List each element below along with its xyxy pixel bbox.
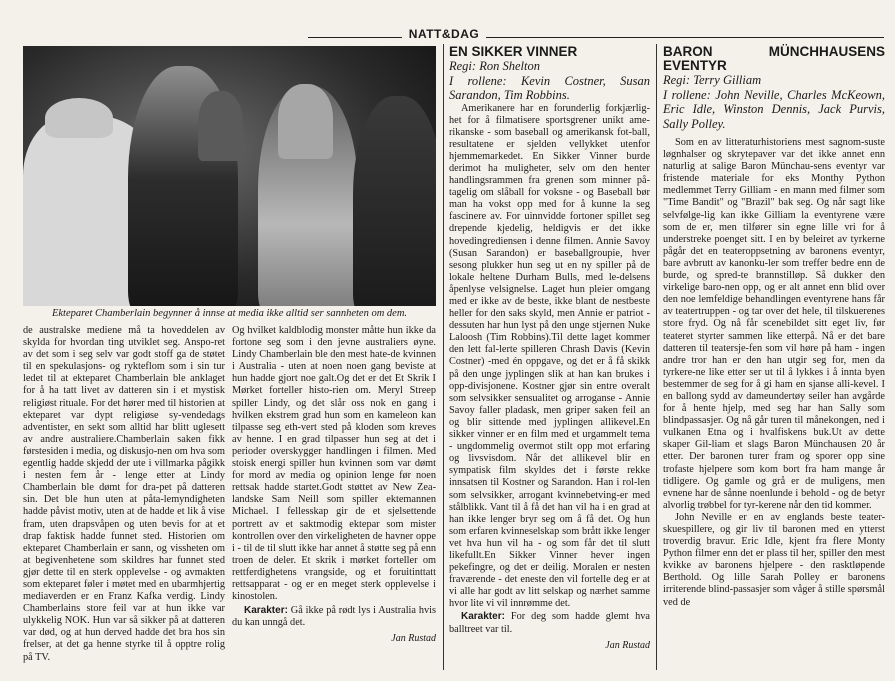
review1-karakter xyxy=(232,605,436,629)
review2-column xyxy=(449,45,650,652)
review2-cast: I rollene: Kevin Costner, Susan Sarandon, Tim Robbins. xyxy=(449,73,650,102)
review3-column xyxy=(663,45,885,609)
section-rule-left xyxy=(308,37,402,38)
review1-column1 xyxy=(23,325,225,664)
review3-cast: I rollene: John Neville, Charles McKeown, Eric Idle, Winston Dennis, Jack Purvis, Sally Polley. xyxy=(663,87,885,131)
review3-body-paragraph1: Som en av litteraturhistoriens mest sagnom-suste løgnhalser og skrytepaver var det ikke annet enn naturlig at salige Baron Münchau-sens eventyr var fristende materiale for eks Monthy Python medlemmet Terry Gilliam - en mann med filmer som "Time Bandit" og "Brazil" bak seg. Og når sagt like selvfølge-lig kan ikke Gilliam la eventyrene være som de er, men tilfører sin egne lille vri for å understreke poenget sitt. I en by beleiret av tyrkerne pågår det en teateroppsetning av baronens eventyr, bare avbrutt av kanonku-ler som treffer bedre enn de burde, og spred-te brannstilløp. Så dukker den virkelige baro-nen opp, og er alt annet enn blid over den noe lemfeldige behandlingen eventyrene hans får av teatertruppen - og tar over det hele, til tilskuerenes store fryd. Og nå får scenebildet sitt eget liv, før teateret styrter sammen like etterpå. Nå er det bare datteren til teatersje-fen som vil høre på ham - ingen andre tror han er den han utgir seg for, men da tyrkere-ne like etter ser ut til å lykkes i å innta byen bestemmer de seg for å gi ham en sjanse alli-kevel. I en ballong sydd av dameundertøy seiler han avgårde for å hente hjelp, med seg har han Sally som blindpassasjer. Og nå går turen til månekongen, ned i vulkanen Etna og i hvalfiskens buk.Ut av dette skaper Gil-liam et slags Baron Münchausen 20 år etter. Der baronen turer fram og sporer opp sine trofaste hjelpere som kom bort fra ham mange år tidligere. Og gamle og grå er de muligens, men evnene har de sånne noenlunde i behold - og de betyr alvorlig trøbbel for tyr-kerene når den tid kommer. xyxy=(663,137,885,511)
review1-karakter-text: Gå ikke på rødt lys i Australia hvis du kan unngå det. xyxy=(232,605,436,629)
review2-karakter-text: For deg som hadde glemt hva balltreet var til. xyxy=(449,611,650,635)
column-rule-2 xyxy=(656,44,657,670)
review2-karakter xyxy=(449,611,650,635)
review2-signature: Jan Rustad xyxy=(605,639,650,651)
review2-title: EN SIKKER VINNER xyxy=(449,44,578,59)
photo-caption: Ekteparet Chamberlain begynner å innse at media ikke alltid ser sannheten om dem. xyxy=(51,308,408,319)
film-still-photo xyxy=(23,46,436,306)
review3-body-paragraph2: John Neville er en av englands beste teater-skuespillere, og gir liv til baronen med en ytterst troverdig bravur. Eric Idle, kjent fra flere Monty Python filmer enn det er plass til her, spiller den mest kvikke av baronens hjelpere - den rasktløpende Berthold. Og lille Sarah Polley er baronens irriterende blind-passasjer som våger å stille spørsmål ved de xyxy=(663,511,885,608)
review1-text-col2: Og hvilket kaldblodig monster måtte hun ikke da fortone seg som i den jevne australiers øyne. Lindy Chamberlain ble den mest hate-de kvinnen i Australia - uten at noen noen gang beviste at hun hadde gjort noe galt.Og det er det Et Skrik I Mørket forteller histo-rien om. Meryl Streep spiller Lindy, og det slår oss nok en gang i hvilken ekstrem grad hun som en kameleon kan tilpasse seg eth-vert sted på kloden som kreves av henne. I en grad tilpasser hun seg at det i perioder overskygger handlingen i filmen. Med stoisk energi spiller hun kvinnen som var dømt for mord av media og opinion lenge før noen rettsak hadde startet.Godt støttet av New Zea-landske Sam Neill som spiller ektemannen Michael. I fellesskap gir de et sjelsettende portrett av et saktmodig ektepar som mister kontrollen over den virkeligheten de havner oppe i - til de til slutt ikke har annet å støtte seg på enn troen de deler. Et skrik i mørket forteller om rettferdighetens vrangside, og et foruitinttatt rettsapparat - og er en meget sterk opplevelse i kinostolen. xyxy=(232,325,436,603)
review3-director: Regi: Terry Gilliam xyxy=(663,73,762,87)
review1-signature: Jan Rustad xyxy=(391,633,436,645)
review2-karakter-label: Karakter: xyxy=(461,611,505,623)
review1-text-col1: de australske mediene må ta hoveddelen av skylda for hvordan ting utviklet seg. Anspo-ret av det som i seg selv var godt stoff ga de støtet til en spekulasjons- og rykteflom som i sin tur ledet til at ekteparet Chamberlain ble anklaget for å ha tatt livet av datteren sin i et mystisk religiøst rituale. For det hører med til historien at ekteparet var dypt religiøse sy-vendedags adventister, en sekt som alltid har blitt uglesett av andre australiere.Chamberlain saken fikk førstesiden i media, og diskusjo-nen om hva som egentlig hadde skjedd der ute i villmarka pågikk i nesten fem år - lenge etter at Lindy Chamberlain ble dømt for dra-pet på datteren sin. Det ble hun uten at påta-lemyndigheten hadde påvist motiv, uten at de hadde et lik å vise fram, uten drapsvåpen og uten bevis for at et drap faktisk hadde funnet sted. Historien om ekteparet Chamberlain er sann, og vissheten om at begivenhetene som skildres har funnet sted gjør dette til en sterk opplevelse - og avmakten som ekteparet føler i møtet med en ubarmhjertig mediaverden er en Franz Kafka verdig. Lindy Chamberlains store feil var at hun ikke var ulykkelig NOK. Hun var så sikker på at datteren var død, og at hun derved hadde det bra hos sin frelser, at det ga henne styrke til å opptre rolig på TV. xyxy=(23,325,225,663)
review1-karakter-label: Karakter: xyxy=(244,605,288,617)
review2-director: Regi: Ron Shelton xyxy=(449,59,540,73)
section-rule-right xyxy=(486,37,884,38)
column-rule-1 xyxy=(443,44,444,670)
review1-column2 xyxy=(232,325,436,645)
review3-title: BARON MÜNCHHAUSENS EVENTYR xyxy=(663,44,885,73)
review2-body: Amerikanere har en forunderlig forkjærlig-het for å filmatisere sportsgrener unikt ame-rikanske - som baseball og amerikansk fot-ball, resultatene er sjelden vellykket utenfor hjemmemarkedet. En Sikker Vinner burde derimot ha muligheter, selv om den henter handlingsrammen fra grenen som minner på-tagelig om slåball for voksne - og Baseball bør man ha vokst opp med for å kunne la seg fascinere av. For uinnvidde fortoner spillet seg drepende kjedelig, heldigvis er det ikke hovedingrediensen i denne filmen. Annie Savoy (Susan Sarandon) er baseballgroupie, hver sesong plukker hun seg ut en ny spiller på de lokale heltene Durham Bulls, med le-delsens åpenlyse velsignelse. Laget hun pleier omgang med er ikke av de beste, ikke blant de nestbeste heller for den saks skyld, men Annie er patriot - dessuten har hun lyst på den unge stjernen Nuke Laloosh (Tim Robbins).Til dette laget kommer den lett fal-lerte spilleren Chrash Davis (Kevin Costner) -med én oppgave, og det er å få skikk på den unge jyplingen slik at han kan brukes i opp-divisjonene. Kostner gjør sin entre overalt som selvsikker sensualitet og arroganse - Annie Savoy faller pladask, men griper saken feil an og blir sittende med jyplingen allikevel.En sikker vinner er en film med et urgammelt tema - ungdommelig overmot stilt opp mot erfaring og livsvisdom. Når det allikevel blir en sympatisk film skyldes det i første rekke innsatsen til Kostner og Sarandon. Han i rol-len som selvsikker, arrogant kvinnebetving-er med stålblikk. Vant til å få det han vil ha i en grad at han ikke lenger bryr seg om å få det. Og hun som erfaren kvinneselskap som brått ikke lenger vet hva hun vil ha - og som får det til slutt likefullt.En Sikker Vinner hever ingen pekefingre, og det er deilig. Moralen er nesten fraværende - det eneste den vil fortelle deg er at vi alle har godt av litt selskap og nærhet samme hvor lite vi vil innrømme det. xyxy=(449,102,650,610)
section-header: NATT&DAG xyxy=(408,27,480,41)
